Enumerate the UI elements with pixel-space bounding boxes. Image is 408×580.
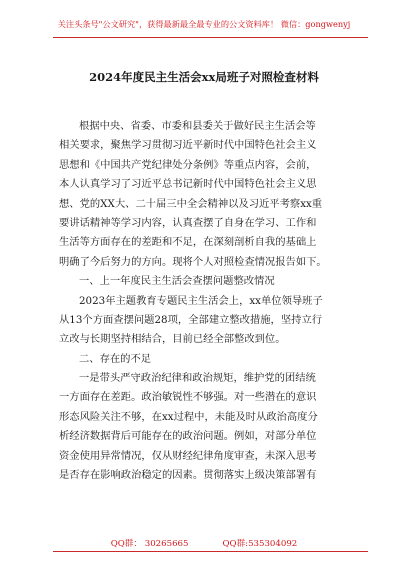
- body-line: 思想和《中国共产党纪律处分条例》等重点内容，会前，: [59, 158, 317, 171]
- body-line: 从13个方面查摆问题28项，全部建立整改措施，坚持立行: [59, 313, 323, 326]
- footer-divider: [53, 551, 368, 552]
- body-line: 生活等方面存在的差距和不足，在深刻剖析自我的基础上: [59, 236, 317, 249]
- body-line: 本人认真学习了习近平总书记新时代中国特色社会主义思: [59, 178, 317, 191]
- body-line: 资金使用异常情况，仅从财经纪律角度审查，未深入思考: [59, 449, 317, 462]
- body-line: 相关要求，聚焦学习贯彻习近平新时代中国特色社会主义: [59, 139, 317, 152]
- body-line: 2023年主题教育专题民主生活会上，xx单位领导班子: [79, 294, 323, 307]
- body-line: 要讲话精神等学习内容，认真查摆了自身在学习、工作和: [59, 216, 317, 229]
- body-line: 明确了今后努力的方向。现将个人对照检查情况报告如下。: [59, 255, 327, 268]
- body-line: 形态风险关注不够，在xx过程中，未能及时从政治高度分: [59, 410, 318, 423]
- body-line: 析经济数据背后可能存在的政治问题。例如，对部分单位: [59, 430, 317, 443]
- body-line: 立改与长期坚持相结合，目前已经全部整改到位。: [59, 333, 286, 346]
- footer-qq-group-2: QQ群:535304092: [222, 539, 298, 549]
- header-note: 关注头条号"公文研究"，获得最新最全最专业的公文资料库！ 微信：gongwenyj: [57, 19, 351, 29]
- document-title: 2024年度民主生活会xx局班子对照检查材料: [89, 70, 319, 84]
- body-line: 根据中央、省委、市委和县委关于做好民主生活会等: [79, 120, 316, 132]
- body-line: 一方面存在差距。政治敏锐性不够强。对一些潜在的意识: [59, 391, 317, 404]
- header-divider: [53, 37, 368, 38]
- body-line: 想、党的XX大、二十届三中全会精神以及习近平考察xx重: [59, 197, 323, 210]
- section-heading: 一、上一年度民主生活会查摆问题整改情况: [79, 275, 275, 288]
- footer-contact: [0, 537, 408, 549]
- document-body: [59, 117, 357, 485]
- section-heading: 二、存在的不足: [79, 352, 152, 365]
- body-line: 是否存在影响政治稳定的因素。贯彻落实上级决策部署有: [59, 469, 317, 482]
- footer-qq-group-1: QQ群： 30265665: [110, 539, 189, 549]
- body-line: 一是带头严守政治纪律和政治规矩，维护党的团结统: [79, 372, 316, 385]
